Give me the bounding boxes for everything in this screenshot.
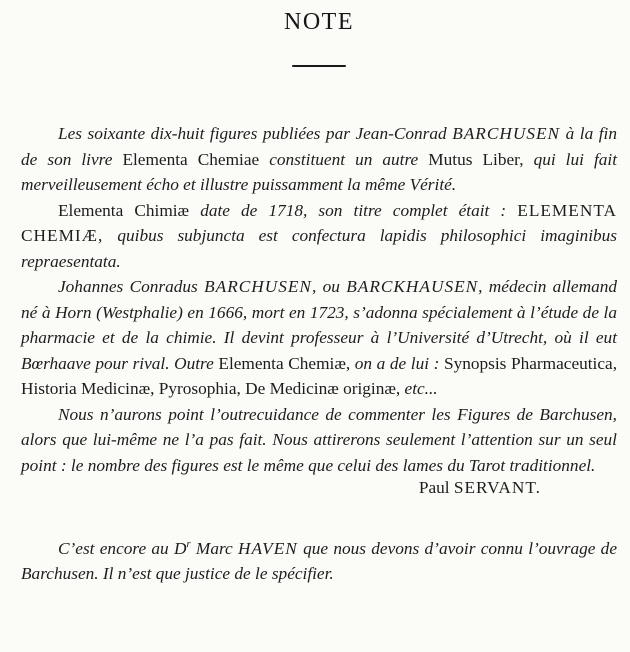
text-run: SERVANT. <box>453 478 541 497</box>
text-run: Johannes Conradus <box>58 277 205 296</box>
text-run: Elementa Chemiæ, <box>218 353 351 373</box>
text-run: Elementa Chemiae <box>122 149 260 169</box>
paragraph-elementa-title <box>21 198 617 275</box>
text-run: Les soixante dix-huit figures publiées par Jean-Conrad <box>58 124 453 143</box>
signature-paul-servant <box>21 475 617 501</box>
text-run: quibus subjuncta est confectura lapidis philosophici imaginibus repraesentata. <box>21 226 617 271</box>
text-run: on a de lui : <box>350 353 444 373</box>
paragraph-biography <box>21 274 617 402</box>
paragraph-tarot-remark <box>21 402 617 479</box>
text-run: BARCKHAUSEN <box>346 277 479 296</box>
text-run: etc... <box>400 379 438 398</box>
text-run: Nous n’aurons point l’outrecuidance de commenter les Figures de Barchusen, alors que lui-même ne l’a pas fait. Nous attirerons seulement l’attention sur un seul point : le nombre des figures est le même que celui des lames du Tarot traditionnel. <box>21 404 617 475</box>
text-run: C’est encore au D <box>58 538 187 558</box>
text-run: , médecin allemand né à Horn (Westphalie) en 1666, mort en 1723, s’adonna spécialement à l’étude de la pharmacie et de la chimie. Il devint professeur à l’Université d’Utrecht, où il eut Bœrhaave pour rival. Outre <box>21 277 618 373</box>
note-body <box>21 121 617 587</box>
text-run: BARCHUSEN <box>452 124 561 143</box>
text-run: date de 1718, son titre complet était : <box>189 200 518 220</box>
title-divider-rule <box>292 65 346 67</box>
paragraph-barchusen-figures <box>21 121 617 198</box>
text-run: r <box>186 537 191 550</box>
text-run: HAVEN <box>238 538 298 558</box>
text-run: Synopsis Pharmaceutica, Historia Medicinæ, Pyrosophia, De Medicinæ originæ, <box>21 353 618 398</box>
text-run: Marc <box>190 538 238 558</box>
footnote-marc-haven <box>21 536 617 587</box>
text-run: , ou <box>311 277 347 296</box>
text-run: ELEMENTA CHEMIÆ, <box>21 200 617 245</box>
text-run: constituent un autre <box>259 149 429 169</box>
text-run: BARCHUSEN <box>204 277 312 296</box>
text-run: à la fin de son livre <box>21 124 617 169</box>
page-title: NOTE <box>284 9 354 35</box>
text-run: que nous devons d’avoir connu l’ouvrage de Barchusen. Il n’est que justice de le spécifier. <box>21 538 617 583</box>
text-run: qui lui fait merveilleusement écho et illustre puissamment la même Vérité. <box>21 149 618 194</box>
text-run: Elementa Chimiæ <box>58 200 190 220</box>
text-run: Paul <box>418 478 454 497</box>
text-run: Mutus Liber, <box>428 149 524 169</box>
